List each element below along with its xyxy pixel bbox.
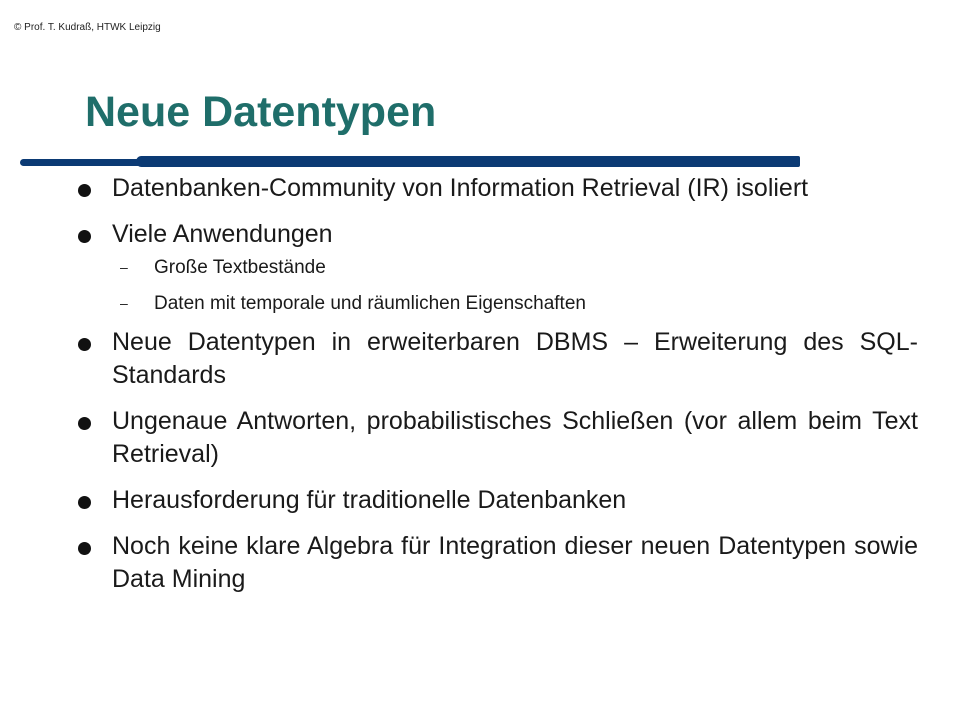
list-item	[78, 326, 918, 392]
bullet-text: Datenbanken-Community von Information Retrieval (IR) isoliert	[112, 174, 809, 202]
title-underline	[136, 156, 800, 167]
list-item	[78, 172, 918, 205]
sub-bullet-text: Daten mit temporale und räumlichen Eigenschaften	[154, 293, 586, 314]
dash-marker: –	[120, 259, 128, 275]
copyright-notice: © Prof. T. Kudraß, HTWK Leipzig	[14, 22, 161, 33]
bullet-icon	[78, 542, 91, 555]
bullet-list	[78, 172, 918, 609]
slide-title: Neue Datentypen	[85, 88, 437, 136]
sub-list-item	[112, 292, 918, 315]
bullet-text: Viele Anwendungen	[112, 220, 333, 248]
list-item	[78, 484, 918, 517]
bullet-text: Neue Datentypen in erweiterbaren DBMS – Erweiterung des SQL-Standards	[112, 328, 918, 389]
sub-list-item	[112, 256, 918, 279]
dash-marker: –	[120, 295, 128, 311]
sub-bullet-list	[112, 256, 918, 315]
bullet-icon	[78, 338, 91, 351]
bullet-text: Ungenaue Antworten, probabilistisches Schließen (vor allem beim Text Retrieval)	[112, 407, 918, 468]
bullet-icon	[78, 417, 91, 430]
bullet-text: Herausforderung für traditionelle Datenbanken	[112, 486, 627, 514]
sub-bullet-text: Große Textbestände	[154, 257, 326, 278]
bullet-icon	[78, 184, 91, 197]
list-item	[78, 405, 918, 471]
bullet-icon	[78, 230, 91, 243]
list-item	[78, 218, 918, 315]
list-item	[78, 530, 918, 596]
bullet-icon	[78, 496, 91, 509]
bullet-text: Noch keine klare Algebra für Integration dieser neuen Datentypen sowie Data Mining	[112, 532, 918, 593]
